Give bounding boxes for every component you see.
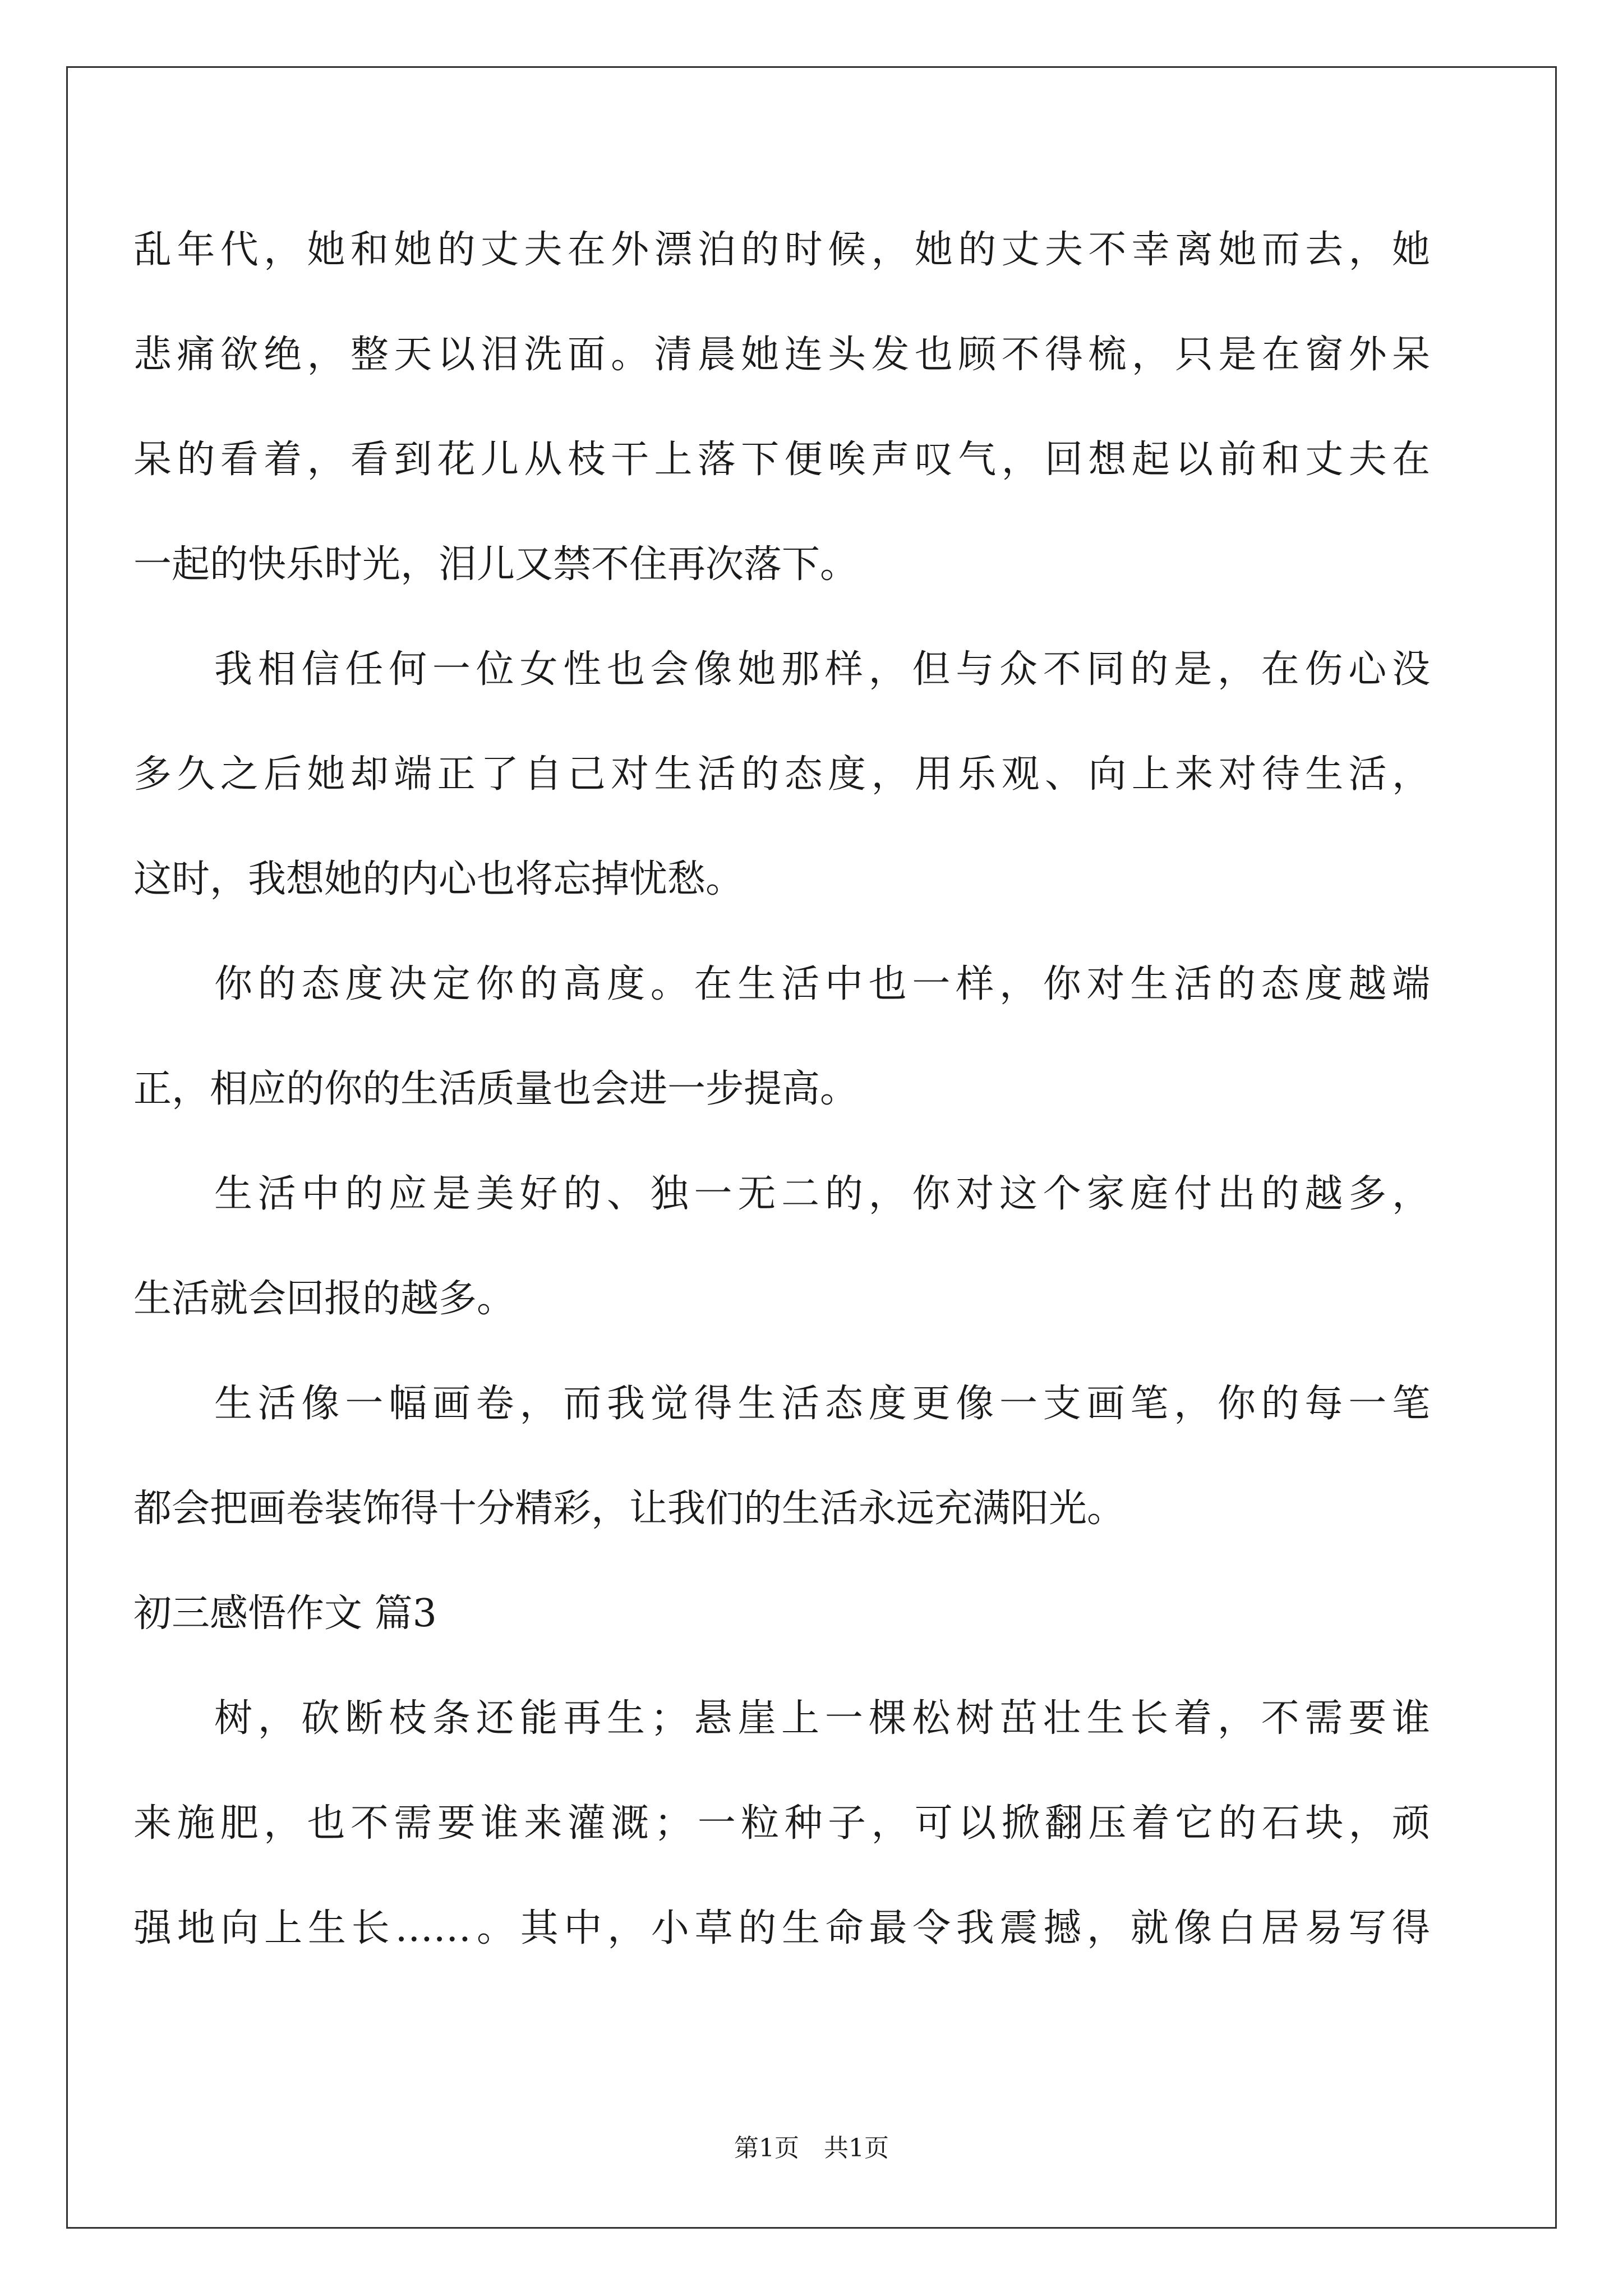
text-line: 一起的快乐时光，泪儿又禁不住再次落下。	[133, 542, 859, 587]
document-body	[133, 197, 1430, 1981]
text-line: 正，相应的你的生活质量也会进一步提高。	[133, 1067, 859, 1111]
text-line: 悲痛欲绝，整天以泪洗面。清晨她连头发也顾不得梳，只是在窗外呆	[133, 333, 1430, 377]
text-line: 乱年代，她和她的丈夫在外漂泊的时候，她的丈夫不幸离她而去，她	[133, 228, 1430, 272]
text-line: 多久之后她却端正了自己对生活的态度，用乐观、向上来对待生活，	[133, 752, 1430, 797]
text-line: 生活中的应是美好的、独一无二的，你对这个家庭付出的越多，	[214, 1172, 1430, 1216]
text-line: 来施肥，也不需要谁来灌溉；一粒种子，可以掀翻压着它的石块，顽	[133, 1801, 1430, 1846]
text-line: 生活就会回报的越多。	[133, 1277, 515, 1321]
text-line: 你的态度决定你的高度。在生活中也一样，你对生活的态度越端	[214, 962, 1430, 1006]
text-line: 这时，我想她的内心也将忘掉忧愁。	[133, 857, 744, 901]
section-heading: 初三感悟作文 篇3	[133, 1591, 437, 1636]
text-line: 都会把画卷装饰得十分精彩，让我们的生活永远充满阳光。	[133, 1487, 1126, 1531]
page-number-footer: 第1页 共1页	[734, 2134, 889, 2162]
text-line: 呆的看着，看到花儿从枝干上落下便唉声叹气，回想起以前和丈夫在	[133, 438, 1430, 482]
text-line: 我相信任何一位女性也会像她那样，但与众不同的是，在伤心没	[214, 647, 1430, 692]
text-line: 强地向上生长……。其中，小草的生命最令我震撼，就像白居易写得	[133, 1906, 1430, 1950]
text-line: 树，砍断枝条还能再生；悬崖上一棵松树茁壮生长着，不需要谁	[214, 1696, 1430, 1741]
text-line: 生活像一幅画卷，而我觉得生活态度更像一支画笔，你的每一笔	[214, 1382, 1430, 1426]
